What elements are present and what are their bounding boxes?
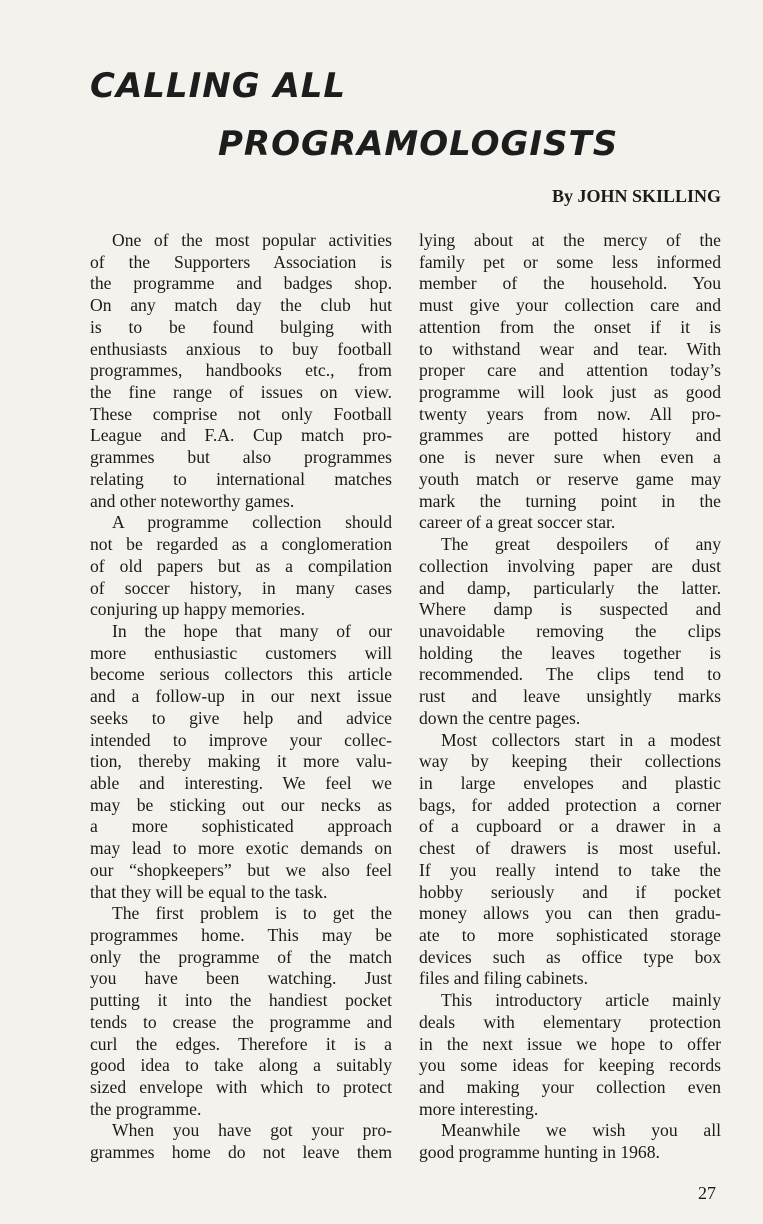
text-line: you some ideas for keeping records [419, 1055, 721, 1076]
text-line: programmes home. This may be [90, 925, 392, 945]
text-line: The first problem is to get the [112, 903, 392, 924]
text-line: more enthusiastic customers will [90, 642, 392, 663]
text-line: grammes are potted history and [419, 425, 721, 446]
text-line: putting it into the handiest pocket [90, 990, 392, 1011]
text-line: and making your collection even [419, 1077, 721, 1098]
text-line: conjuring up happy memories. [90, 599, 305, 620]
text-line: hobby seriously and if pocket [419, 881, 721, 902]
text-line: If you really intend to take the [419, 859, 721, 880]
text-line: collection involving paper are dust [419, 555, 721, 576]
text-line: become serious collectors this article [90, 664, 392, 685]
text-line: and a follow-up in our next issue [90, 686, 392, 707]
text-line: On any match day the club hut [90, 295, 392, 316]
text-line: Most collectors start in a modest [441, 729, 721, 750]
text-line: our “shopkeepers” but we also feel [90, 859, 392, 880]
text-line: a more sophisticated approach [90, 816, 392, 837]
text-line: tion, thereby making it more valu- [90, 751, 392, 772]
text-line: grammes home do not leave them [90, 1142, 392, 1163]
text-line: deals with elementary protection [419, 1011, 721, 1032]
article-title-line-2: PROGRAMOLOGISTS [218, 124, 619, 164]
text-line: more interesting. [419, 1098, 539, 1119]
text-line: is to be found bulging with [90, 316, 392, 337]
text-line: money allows you can then gradu- [419, 903, 721, 924]
text-line: good programme hunting in 1968. [419, 1142, 660, 1163]
text-line: devices such as office type box [419, 946, 721, 967]
text-line: lying about at the mercy of the [419, 230, 721, 250]
byline: By JOHN SKILLING [551, 186, 721, 206]
text-line: of old papers but as a compilation [90, 555, 392, 576]
text-line: one is never sure when even a [419, 447, 721, 468]
text-line: able and interesting. We feel we [90, 772, 392, 793]
text-line: The great despoilers of any [441, 534, 721, 555]
page-number: 27 [698, 1183, 716, 1203]
text-line: Meanwhile we wish you all [441, 1120, 721, 1141]
text-line: In the hope that many of our [112, 620, 392, 641]
article-column-right [419, 230, 721, 1164]
text-line: of the Supporters Association is [90, 251, 392, 272]
article-title-line-1: CALLING ALL [90, 66, 347, 106]
text-line: sized envelope with which to protect [90, 1077, 392, 1098]
text-line: unavoidable removing the clips [419, 620, 721, 641]
text-line: These comprise not only Football [90, 403, 392, 424]
text-line: must give your collection care and [419, 295, 721, 316]
text-line: only the programme of the match [90, 946, 392, 967]
text-line: mark the turning point in the [419, 490, 721, 511]
text-line: down the centre pages. [419, 707, 581, 728]
text-line: programmes, handbooks etc., from [90, 360, 392, 381]
text-line: holding the leaves together is [419, 642, 721, 663]
text-line: that they will be equal to the task. [90, 881, 328, 902]
text-line: proper care and attention today’s [419, 360, 721, 381]
text-line: bags, for added protection a corner [419, 794, 721, 815]
text-line: tends to crease the programme and [90, 1011, 392, 1032]
text-line: curl the edges. Therefore it is a [90, 1033, 392, 1054]
text-line: This introductory article mainly [441, 990, 721, 1011]
text-line: and damp, particularly the latter. [419, 577, 721, 598]
text-line: may lead to more exotic demands on [90, 838, 392, 859]
text-line: A programme collection should [112, 512, 392, 533]
text-line: youth match or reserve game may [419, 468, 721, 489]
text-line: the fine range of issues on view. [90, 382, 392, 403]
text-line: attention from the onset if it is [419, 316, 721, 337]
text-line: you have been watching. Just [90, 968, 392, 989]
text-line: chest of drawers is most useful. [419, 838, 721, 859]
text-line: rust and leave unsightly marks [419, 686, 721, 707]
text-line: of a cupboard or a drawer in a [419, 816, 721, 837]
text-line: relating to international matches [90, 468, 392, 489]
text-line: in large envelopes and plastic [419, 772, 721, 793]
article-column-left [90, 230, 392, 1164]
text-line: in the next issue we hope to offer [419, 1033, 721, 1054]
text-line: recommended. The clips tend to [419, 664, 721, 685]
text-line: the programme. [90, 1098, 202, 1119]
text-line: career of a great soccer star. [419, 512, 616, 533]
text-line: member of the household. You [419, 273, 721, 294]
text-line: the programme and badges shop. [90, 273, 392, 294]
text-line: way by keeping their collections [419, 751, 721, 772]
text-line: family pet or some less informed [419, 251, 721, 272]
text-line: to withstand wear and tear. With [419, 338, 721, 359]
text-line: grammes but also programmes [90, 447, 392, 468]
text-line: When you have got your pro- [112, 1120, 392, 1141]
text-line: enthusiasts anxious to buy football [90, 338, 392, 359]
text-line: One of the most popular activities [112, 230, 392, 250]
text-line: of soccer history, in many cases [90, 577, 392, 598]
text-line: programme will look just as good [419, 382, 721, 403]
text-line: ate to more sophisticated storage [419, 925, 721, 945]
text-line: seeks to give help and advice [90, 707, 392, 728]
text-line: intended to improve your collec- [90, 729, 392, 750]
text-line: files and filing cabinets. [419, 968, 589, 989]
text-line: twenty years from now. All pro- [419, 403, 721, 424]
text-line: League and F.A. Cup match pro- [90, 425, 392, 446]
text-line: and other noteworthy games. [90, 490, 295, 511]
text-line: not be regarded as a conglomeration [90, 534, 392, 555]
text-line: may be sticking out our necks as [90, 794, 392, 815]
text-line: Where damp is suspected and [419, 599, 721, 620]
text-line: good idea to take along a suitably [90, 1055, 392, 1076]
